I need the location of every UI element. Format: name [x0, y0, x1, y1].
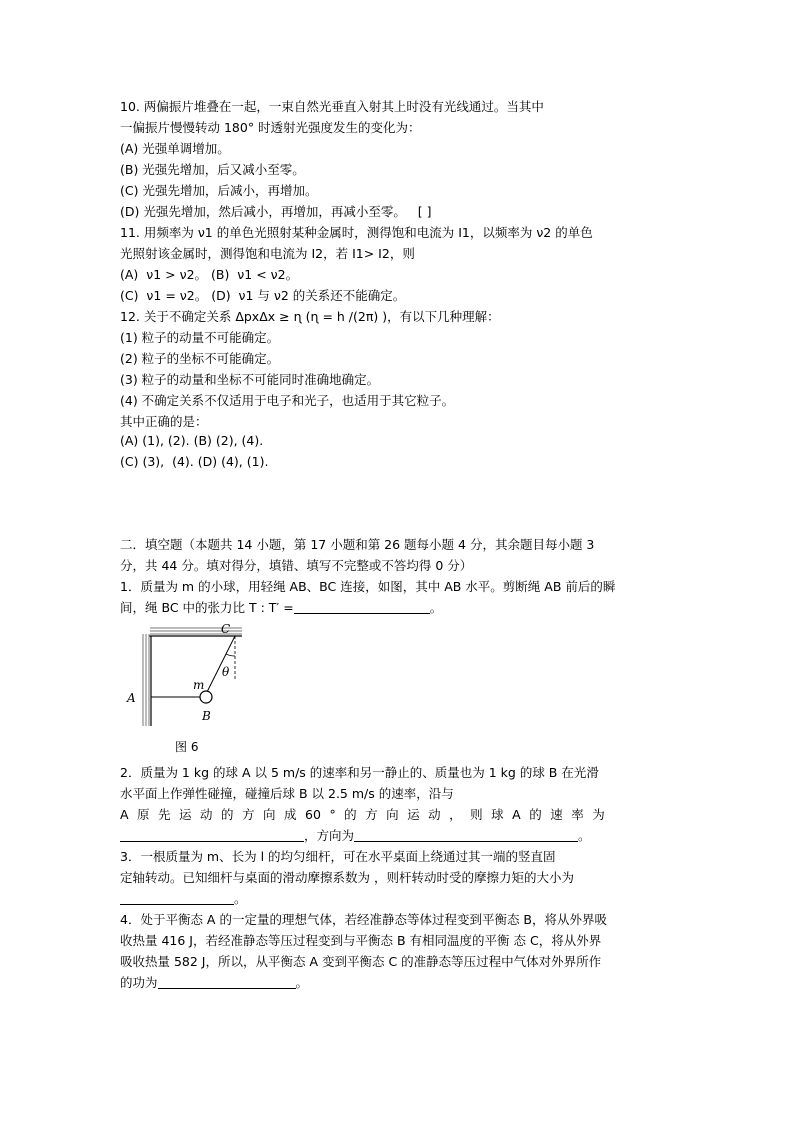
f2-word: 运 [407, 807, 420, 822]
wall-support [143, 634, 149, 726]
f2-word: 60 [305, 807, 321, 822]
q10-option-b: (B) 光强先增加，后又减小至零。 [120, 162, 305, 177]
f2-word: ， [449, 807, 462, 822]
f1-stem-text: 间，绳 BC 中的张力比 T : T′ = [120, 600, 294, 615]
f2-word: 成 [284, 807, 297, 822]
f3-stem-line2: 定轴转动。已知细杆与桌面的滑动摩擦系数为 ，则杆转动时受的摩擦力矩的大小为 [120, 870, 574, 885]
q11-stem-line2: 光照射该金属时，测得饱和电流为 I2，若 I1> I2，则 [120, 246, 415, 261]
angle-arc [226, 654, 235, 656]
f2-word: 方 [365, 807, 378, 822]
f2-word: 原 [137, 807, 150, 822]
q12-item-3: (3) 粒子的动量和坐标不可能同时准确地确定。 [120, 372, 380, 387]
f2-word: ° [329, 807, 336, 822]
f2-end-mark: 。 [578, 828, 591, 843]
f1-end-mark: 。 [429, 600, 443, 615]
f2-direction-blank[interactable] [354, 828, 578, 842]
f2-word: 速 [550, 807, 563, 822]
f2-stem-line1: 2．质量为 1 kg 的球 A 以 5 m/s 的速率和另一静止的、质量也为 1 kg 的球 B 在光滑 [120, 765, 599, 780]
f2-word: 运 [179, 807, 192, 822]
q10-stem-line2: 一偏振片慢慢转动 180° 时透射光强度发生的变化为： [120, 120, 421, 135]
q11-options-ab: (A) ν1 > ν2。 (B) ν1 < ν2。 [120, 267, 299, 282]
f2-word: 动 [200, 807, 213, 822]
ball-mass [200, 691, 212, 703]
q11-options-cd: (C) ν1 = ν2。 (D) ν1 与 ν2 的关系还不能确定。 [120, 288, 406, 303]
f2-direction-label: ，方向为 [304, 828, 355, 843]
f4-answer-blank[interactable] [158, 975, 296, 989]
q10-option-d: (D) 光强先增加，然后减小，再增加，再减小至零。 [ ] [120, 204, 432, 219]
q11-stem-line1: 11. 用频率为 ν1 的单色光照射某种金属时，测得饱和电流为 I1，以频率为 ν2 的单色 [120, 225, 593, 240]
pendulum-figure [118, 622, 248, 757]
q12-item-2: (2) 粒子的坐标不可能确定。 [120, 351, 280, 366]
f2-word: 方 [242, 807, 255, 822]
f2-word: 先 [158, 807, 171, 822]
f2-word: 为 [592, 807, 605, 822]
q12-options-cd: (C) (3), (4). (D) (4), (1). [120, 454, 269, 469]
q12-item-1: (1) 粒子的动量不可能确定。 [120, 330, 280, 345]
f4-stem-line4 [120, 975, 308, 991]
f1-stem-line2 [120, 600, 442, 616]
f1-answer-blank[interactable] [294, 600, 430, 614]
label-a: A [127, 691, 136, 705]
f2-speed-blank[interactable] [120, 828, 304, 842]
f2-stem-line4 [120, 828, 591, 844]
f2-word: 动 [428, 807, 441, 822]
f2-word: 向 [263, 807, 276, 822]
f4-stem-line3: 吸收热量 582 J，所以，从平衡态 A 变到平衡态 C 的准静态等压过程中气体对外界所作 [120, 954, 602, 969]
f2-word: 的 [221, 807, 234, 822]
f2-word: 向 [386, 807, 399, 822]
f2-word: 球 [491, 807, 504, 822]
q10-stem-line1: 10. 两偏振片堆叠在一起，一束自然光垂直入射其上时没有光线通过。当其中 [120, 99, 544, 114]
q12-options-ab: (A) (1), (2). (B) (2), (4). [120, 433, 264, 448]
f3-answer-blank[interactable] [120, 891, 234, 905]
f4-stem-line1: 4．处于平衡态 A 的一定量的理想气体，若经准静态等体过程变到平衡态 B，将从外界吸 [120, 912, 608, 927]
f2-word: A [120, 807, 129, 822]
f2-stem-line3 [120, 807, 605, 823]
section2-heading-line1: 二．填空题（本题共 14 小题，第 17 小题和第 26 题每小题 4 分，其余题目每小题 3 [120, 537, 595, 552]
label-m: m [193, 678, 205, 692]
f3-stem-line3 [120, 891, 247, 907]
f1-stem-line1: 1．质量为 m 的小球，用轻绳 AB、BC 连接，如图，其中 AB 水平。剪断绳 AB 前后的瞬 [120, 579, 616, 594]
q12-stem: 12. 关于不确定关系 ΔpxΔx ≥ ɳ (ɳ = h /(2π) )，有以下几种理解： [120, 309, 500, 324]
rope-bc [206, 636, 235, 694]
f4-end-mark: 。 [295, 975, 309, 990]
f4-stem-line2: 收热量 416 J，若经准静态等压过程变到与平衡态 B 有相同温度的平衡 态 C，将从外界 [120, 933, 602, 948]
f3-end-mark: 。 [234, 891, 247, 906]
f2-stem-line2: 水平面上作弹性碰撞，碰撞后球 B 以 2.5 m/s 的速率，沿与 [120, 786, 454, 801]
q12-prompt: 其中正确的是： [120, 414, 208, 429]
f2-word: 率 [571, 807, 584, 822]
label-c: C [221, 622, 231, 636]
f3-stem-line1: 3．一根质量为 m、长为 l 的均匀细杆，可在水平桌面上绕通过其一端的竖直固 [120, 849, 556, 864]
f4-stem-text: 的功为 [120, 975, 158, 990]
q10-option-a: (A) 光强单调增加。 [120, 141, 230, 156]
f2-word: 的 [529, 807, 542, 822]
label-b: B [202, 709, 211, 723]
f2-word: 则 [470, 807, 483, 822]
section2-heading-line2: 分，共 44 分。填对得分，填错、填写不完整或不答均得 0 分） [120, 558, 473, 573]
label-theta: θ [222, 665, 230, 679]
f2-word: A [512, 807, 521, 822]
figure-caption: 图 6 [175, 740, 199, 754]
q10-option-c: (C) 光强先增加，后减小，再增加。 [120, 183, 318, 198]
f2-word: 的 [344, 807, 357, 822]
q12-item-4: (4) 不确定关系不仅适用于电子和光子，也适用于其它粒子。 [120, 393, 455, 408]
